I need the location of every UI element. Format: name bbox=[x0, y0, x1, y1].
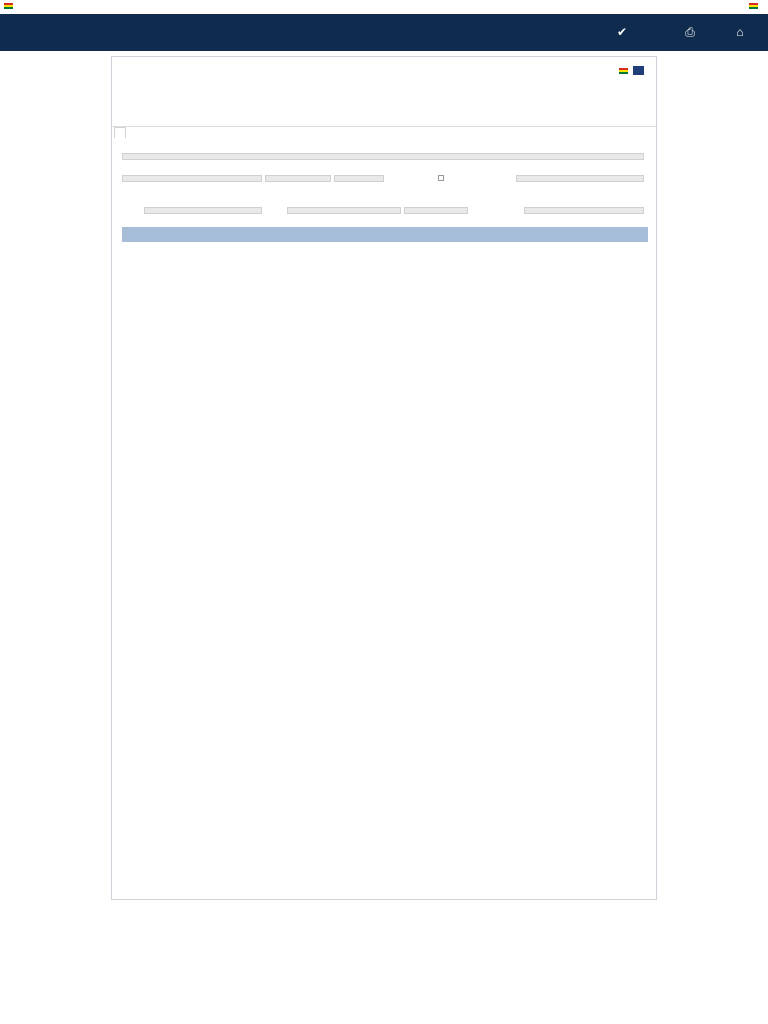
resolucion-field[interactable] bbox=[144, 207, 262, 214]
folio-field[interactable] bbox=[516, 175, 644, 182]
form-header bbox=[112, 57, 656, 127]
bolivia-flag-icon bbox=[749, 3, 758, 9]
periodo-year-field[interactable] bbox=[334, 175, 384, 182]
bolivia-flag-icon bbox=[4, 3, 13, 9]
top-strip bbox=[0, 0, 768, 14]
nit-field[interactable] bbox=[122, 175, 262, 182]
header-codigo bbox=[478, 227, 542, 242]
taxpayer-name-field[interactable] bbox=[122, 153, 644, 160]
periodo-month-field[interactable] bbox=[265, 175, 331, 182]
exit-button[interactable] bbox=[715, 26, 765, 40]
check-icon: ✔ bbox=[616, 25, 628, 39]
agency-label bbox=[749, 3, 760, 10]
printer-icon: ⎙ bbox=[685, 25, 695, 39]
logo-mark bbox=[633, 66, 644, 75]
version-field[interactable] bbox=[404, 207, 468, 214]
bolivia-flag-icon bbox=[619, 68, 628, 74]
formulario-field[interactable] bbox=[287, 207, 401, 214]
header-rubro1 bbox=[148, 227, 478, 242]
tab-formulario-200[interactable] bbox=[114, 127, 126, 138]
finalize-step-button[interactable] bbox=[597, 26, 647, 40]
state-label bbox=[4, 3, 15, 10]
home-icon: ⌂ bbox=[736, 25, 744, 39]
agency-logo bbox=[619, 66, 644, 75]
table-header-row bbox=[122, 227, 648, 242]
print-button[interactable] bbox=[665, 26, 715, 40]
determination-table bbox=[122, 227, 648, 242]
form-page bbox=[111, 56, 657, 900]
nav-bar bbox=[0, 14, 768, 51]
header-fila bbox=[122, 227, 148, 242]
orden-field[interactable] bbox=[524, 207, 644, 214]
header-importe bbox=[542, 227, 648, 242]
ddjj-original-checkbox[interactable] bbox=[438, 175, 444, 181]
